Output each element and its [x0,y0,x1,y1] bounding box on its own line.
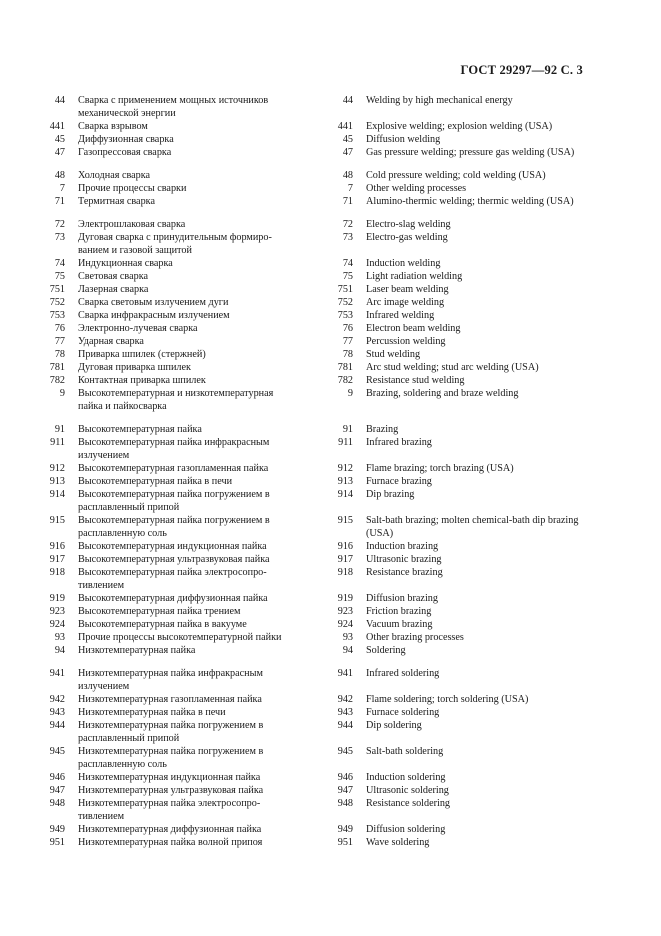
term-russian: Контактная приварка шпилек [78,375,206,386]
term-row-en [318,476,588,489]
term-russian: Сварка световым излучением дуги [78,297,229,308]
term-english: Induction welding [366,258,441,269]
term-row-ru [30,121,300,134]
term-row-en [318,554,588,567]
process-code: 941 [49,668,65,679]
process-code: 752 [49,297,65,308]
term-row-ru [30,323,300,336]
term-row-en [318,134,588,147]
term-row-en [318,310,588,323]
process-code: 911 [50,437,65,448]
process-code: 917 [49,554,65,565]
process-code: 71 [342,196,353,207]
term-row-en [318,349,588,362]
term-english: Electro-gas welding [366,232,448,243]
process-code: 76 [342,323,353,334]
term-russian: Высокотемпературная и низкотемпературная пайка и пайкосварка [78,388,274,412]
term-russian: Прочие процессы сварки [78,183,187,194]
process-code: 73 [54,232,65,243]
term-english: Arc stud welding; stud arc welding (USA) [366,362,539,373]
process-code: 944 [49,720,65,731]
term-english: Resistance stud welding [366,375,465,386]
term-russian: Холодная сварка [78,170,151,181]
term-row-ru [30,772,300,785]
term-english: Gas pressure welding; pressure gas welding (USA) [366,147,575,158]
term-row-en [318,785,588,798]
term-row-ru [30,258,300,271]
process-code: 71 [54,196,65,207]
term-row-ru [30,619,300,632]
process-code: 48 [54,170,65,181]
term-russian: Низкотемпературная индукционная пайка [78,772,261,783]
process-code: 7 [59,183,65,194]
term-row-ru [30,707,300,720]
process-code: 9 [59,388,65,399]
process-code: 943 [337,707,353,718]
term-row-en [318,798,588,824]
term-russian: Высокотемпературная газопламенная пайка [78,463,269,474]
term-row-en [318,645,588,658]
term-row-en [318,297,588,310]
term-row-en [318,437,588,463]
term-row-ru [30,147,300,160]
term-row-en [318,746,588,772]
process-code: 78 [54,349,65,360]
term-russian: Электрошлаковая сварка [78,219,186,230]
term-russian: Низкотемпературная пайка в печи [78,707,226,718]
term-english: Diffusion welding [366,134,441,145]
term-row-en [318,619,588,632]
term-english: Vacuum brazing [366,619,433,630]
process-code: 919 [337,593,353,604]
term-russian: Диффузионная сварка [78,134,174,145]
term-english: Friction brazing [366,606,432,617]
term-row-en [318,567,588,593]
term-row-en [318,606,588,619]
term-row-ru [30,632,300,645]
term-row-en [318,95,588,121]
process-code: 916 [49,541,65,552]
term-row-ru [30,95,300,121]
term-row-en [318,424,588,437]
term-row-en [318,219,588,232]
term-russian: Низкотемпературная пайка инфракрасным излучением [78,668,263,692]
term-row-en [318,772,588,785]
term-russian: Низкотемпературная диффузионная пайка [78,824,262,835]
term-russian: Высокотемпературная пайка [78,424,202,435]
term-row-en [318,232,588,258]
process-code: 781 [337,362,353,373]
process-code: 912 [49,463,65,474]
term-row-ru [30,694,300,707]
term-russian: Электронно-лучевая сварка [78,323,198,334]
term-row-ru [30,645,300,658]
term-russian: Световая сварка [78,271,149,282]
term-row-ru [30,668,300,694]
process-code: 915 [337,515,353,526]
term-row-en [318,593,588,606]
process-code: 923 [337,606,353,617]
process-code: 947 [49,785,65,796]
term-russian: Высокотемпературная индукционная пайка [78,541,267,552]
term-row-ru [30,798,300,824]
term-english: Resistance soldering [366,798,451,809]
process-code: 751 [49,284,65,295]
term-row-en [318,632,588,645]
process-code: 913 [49,476,65,487]
page-header: ГОСТ 29297—92 С. 3 [460,63,583,77]
term-russian: Высокотемпературная ультразвуковая пайка [78,554,270,565]
process-code: 948 [49,798,65,809]
process-code: 941 [337,668,353,679]
term-english: Electro-slag welding [366,219,451,230]
russian-terms-column [30,95,300,850]
term-russian: Прочие процессы высокотемпературной пайки [78,632,282,643]
process-code: 77 [54,336,65,347]
process-code: 914 [337,489,353,500]
term-english: Salt-bath soldering [366,746,444,757]
process-code: 782 [49,375,65,386]
process-code: 911 [338,437,353,448]
term-english: Diffusion brazing [366,593,438,604]
term-row-en [318,720,588,746]
term-row-en [318,362,588,375]
term-row-ru [30,349,300,362]
process-code: 45 [342,134,353,145]
process-code: 93 [54,632,65,643]
process-code: 951 [49,837,65,848]
term-row-en [318,170,588,183]
term-russian: Сварка взрывом [78,121,148,132]
term-row-ru [30,463,300,476]
term-english: Furnace brazing [366,476,432,487]
term-row-ru [30,271,300,284]
term-english: Percussion welding [366,336,446,347]
term-row-en [318,463,588,476]
process-code: 93 [342,632,353,643]
term-row-ru [30,219,300,232]
term-russian: Низкотемпературная ультразвуковая пайка [78,785,264,796]
term-english: Stud welding [366,349,421,360]
process-code: 73 [342,232,353,243]
term-row-ru [30,310,300,323]
term-english: Induction brazing [366,541,439,552]
term-english: Welding by high mechanical energy [366,95,513,106]
term-row-en [318,694,588,707]
term-row-ru [30,476,300,489]
process-code: 945 [49,746,65,757]
term-english: Brazing [366,424,399,435]
process-code: 91 [342,424,353,435]
term-english: Dip soldering [366,720,422,731]
term-row-ru [30,593,300,606]
process-code: 782 [337,375,353,386]
term-row-ru [30,567,300,593]
term-english: Ultrasonic brazing [366,554,442,565]
term-row-ru [30,170,300,183]
process-code: 949 [49,824,65,835]
term-english: Infrared welding [366,310,435,321]
english-terms-column [318,95,588,850]
term-english: Ultrasonic soldering [366,785,449,796]
process-code: 945 [337,746,353,757]
process-code: 914 [49,489,65,500]
process-code: 919 [49,593,65,604]
process-code: 48 [342,170,353,181]
term-row-ru [30,515,300,541]
term-row-en [318,284,588,297]
term-row-ru [30,424,300,437]
term-english: Brazing, soldering and braze welding [366,388,519,399]
term-english: Other brazing processes [366,632,464,643]
process-code: 753 [49,310,65,321]
process-code: 441 [49,121,65,132]
process-code: 76 [54,323,65,334]
term-english: Flame soldering; torch soldering (USA) [366,694,529,705]
term-row-en [318,323,588,336]
term-row-ru [30,437,300,463]
term-row-ru [30,746,300,772]
term-russian: Сварка с применением мощных источников механической энергии [78,95,269,119]
term-row-ru [30,232,300,258]
process-code: 944 [337,720,353,731]
term-row-ru [30,554,300,567]
term-row-ru [30,362,300,375]
term-english: Salt-bath brazing; molten chemical-bath dip brazing (USA) [366,515,579,539]
term-russian: Дуговая сварка с принудительным формиро-ванием и газовой защитой [78,232,272,256]
term-row-ru [30,196,300,209]
term-row-ru [30,375,300,388]
term-russian: Низкотемпературная пайка волной припоя [78,837,263,848]
term-row-ru [30,541,300,554]
process-code: 943 [49,707,65,718]
process-code: 924 [337,619,353,630]
process-code: 74 [342,258,353,269]
process-code: 913 [337,476,353,487]
process-code: 75 [342,271,353,282]
term-english: Furnace soldering [366,707,440,718]
process-code: 44 [342,95,353,106]
process-code: 47 [342,147,353,158]
term-english: Flame brazing; torch brazing (USA) [366,463,514,474]
process-code: 753 [337,310,353,321]
process-code: 77 [342,336,353,347]
term-english: Induction soldering [366,772,446,783]
process-code: 72 [54,219,65,230]
term-russian: Низкотемпературная пайка [78,645,196,656]
term-row-ru [30,388,300,414]
term-row-ru [30,785,300,798]
term-english: Dip brazing [366,489,415,500]
term-russian: Дуговая приварка шпилек [78,362,191,373]
process-code: 94 [342,645,353,656]
term-row-ru [30,606,300,619]
term-row-en [318,489,588,515]
term-english: Other welding processes [366,183,467,194]
term-russian: Низкотемпературная пайка погружением в расплавленную соль [78,746,264,770]
process-code: 916 [337,541,353,552]
term-row-ru [30,183,300,196]
term-english: Soldering [366,645,406,656]
term-russian: Низкотемпературная газопламенная пайка [78,694,262,705]
term-row-en [318,388,588,414]
process-code: 918 [49,567,65,578]
term-russian: Высокотемпературная диффузионная пайка [78,593,268,604]
term-english: Explosive welding; explosion welding (USA) [366,121,553,132]
term-row-en [318,541,588,554]
process-code: 942 [337,694,353,705]
process-code: 912 [337,463,353,474]
process-code: 7 [347,183,353,194]
process-code: 924 [49,619,65,630]
term-english: Wave soldering [366,837,430,848]
term-russian: Высокотемпературная пайка электросопро-тивлением [78,567,267,591]
term-row-ru [30,284,300,297]
term-row-en [318,515,588,541]
process-code: 44 [54,95,65,106]
term-russian: Высокотемпературная пайка инфракрасным излучением [78,437,270,461]
term-english: Cold pressure welding; cold welding (USA) [366,170,546,181]
term-english: Alumino-thermic welding; thermic welding (USA) [366,196,574,207]
process-code: 949 [337,824,353,835]
process-code: 78 [342,349,353,360]
process-code: 72 [342,219,353,230]
term-english: Laser beam welding [366,284,449,295]
term-english: Infrared soldering [366,668,440,679]
term-row-en [318,824,588,837]
term-row-ru [30,837,300,850]
term-english: Resistance brazing [366,567,443,578]
process-code: 917 [337,554,353,565]
process-code: 75 [54,271,65,282]
term-russian: Высокотемпературная пайка погружением в расплавленный припой [78,489,270,513]
term-row-en [318,196,588,209]
process-code: 918 [337,567,353,578]
term-english: Arc image welding [366,297,445,308]
process-code: 946 [337,772,353,783]
term-row-ru [30,720,300,746]
term-row-en [318,668,588,694]
term-row-en [318,707,588,720]
term-russian: Индукционная сварка [78,258,173,269]
process-code: 948 [337,798,353,809]
term-russian: Лазерная сварка [78,284,149,295]
process-code: 947 [337,785,353,796]
term-row-en [318,336,588,349]
process-code: 45 [54,134,65,145]
process-code: 94 [54,645,65,656]
term-russian: Сварка инфракрасным излучением [78,310,230,321]
process-code: 923 [49,606,65,617]
term-row-ru [30,297,300,310]
process-code: 915 [49,515,65,526]
term-english: Infrared brazing [366,437,432,448]
term-english: Electron beam welding [366,323,461,334]
term-english: Light radiation welding [366,271,463,282]
term-row-en [318,258,588,271]
term-row-ru [30,489,300,515]
term-russian: Низкотемпературная пайка погружением в расплавленный припой [78,720,264,744]
term-english: Diffusion soldering [366,824,446,835]
term-row-en [318,183,588,196]
process-code: 74 [54,258,65,269]
process-code: 751 [337,284,353,295]
process-code: 91 [54,424,65,435]
term-row-en [318,837,588,850]
process-code: 752 [337,297,353,308]
term-row-en [318,147,588,160]
process-code: 942 [49,694,65,705]
term-row-en [318,375,588,388]
term-russian: Высокотемпературная пайка в печи [78,476,233,487]
term-russian: Приварка шпилек (стержней) [78,349,206,360]
term-row-ru [30,134,300,147]
process-code: 441 [337,121,353,132]
process-code: 951 [337,837,353,848]
term-row-en [318,271,588,284]
term-row-ru [30,336,300,349]
term-russian: Ударная сварка [78,336,144,347]
term-russian: Термитная сварка [78,196,155,207]
term-row-en [318,121,588,134]
term-russian: Газопрессовая сварка [78,147,172,158]
process-code: 946 [49,772,65,783]
process-code: 9 [347,388,353,399]
term-russian: Высокотемпературная пайка погружением в расплавленную соль [78,515,270,539]
term-row-ru [30,824,300,837]
term-russian: Высокотемпературная пайка в вакууме [78,619,247,630]
term-russian: Высокотемпературная пайка трением [78,606,241,617]
term-russian: Низкотемпературная пайка электросопро-тивлением [78,798,261,822]
process-code: 781 [49,362,65,373]
process-code: 47 [54,147,65,158]
